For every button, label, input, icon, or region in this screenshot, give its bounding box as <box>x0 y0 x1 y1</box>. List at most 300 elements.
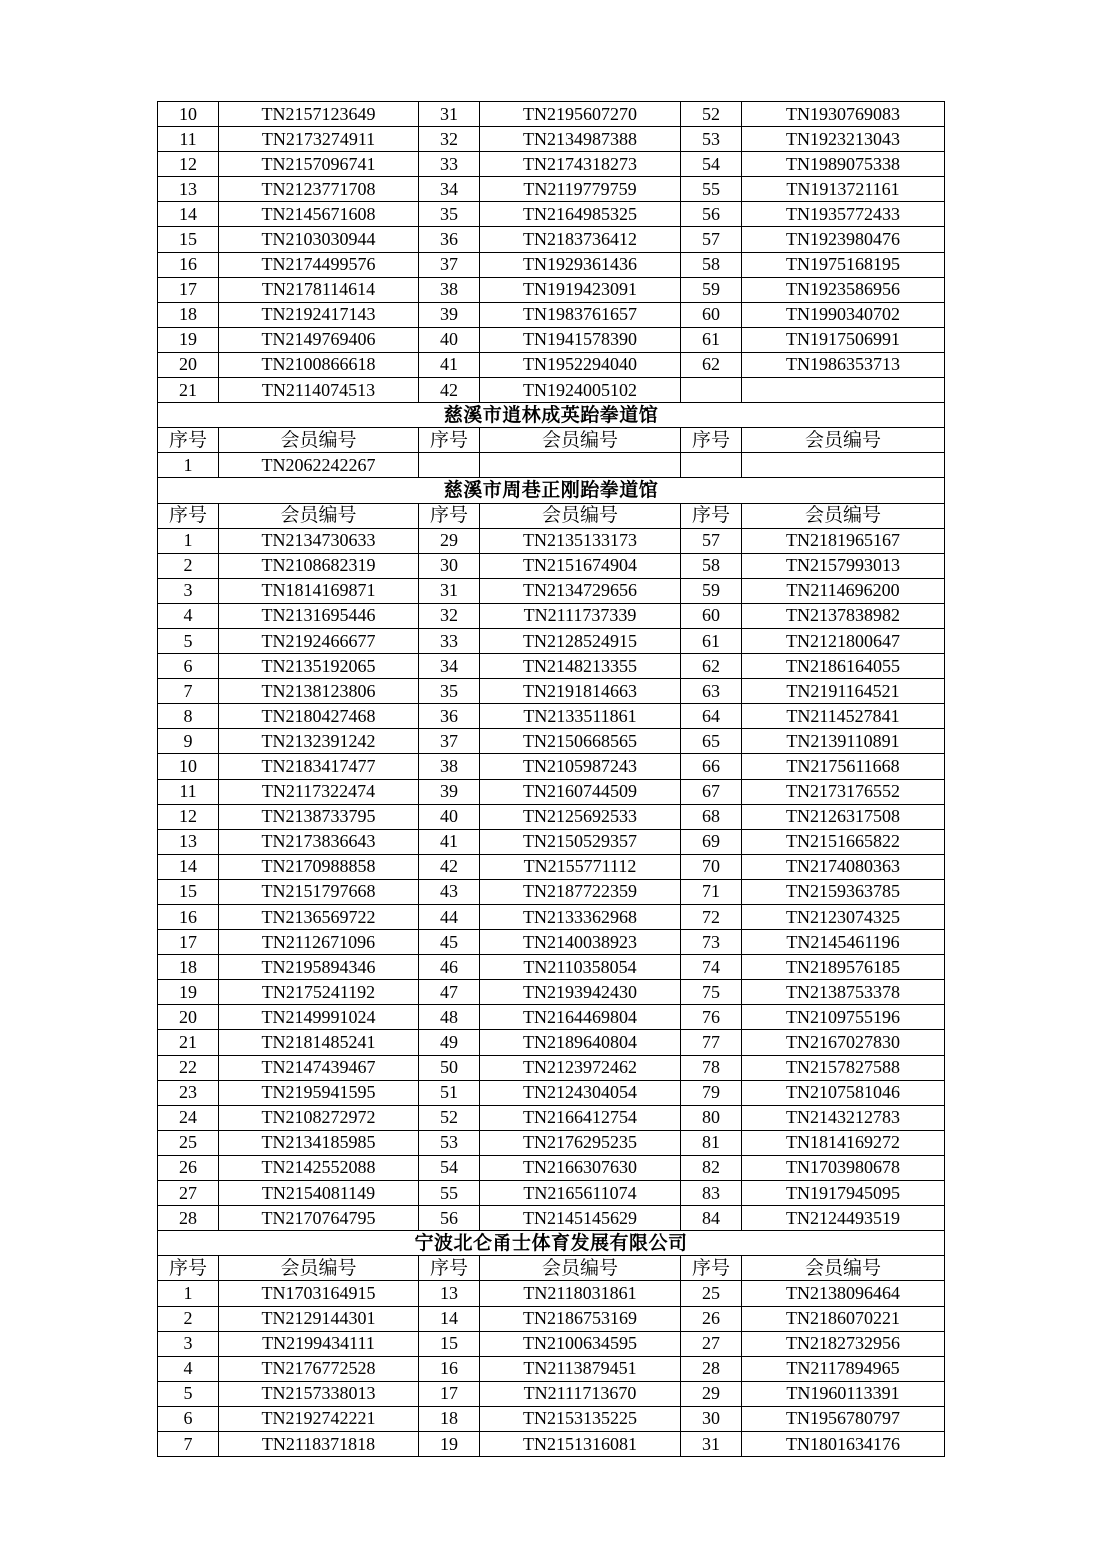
header-seq: 序号 <box>158 503 219 528</box>
table-row <box>158 628 945 653</box>
table-row <box>158 1055 945 1080</box>
member-id-cell: TN2131695446 <box>219 603 419 628</box>
member-id-cell: TN2145461196 <box>742 930 945 955</box>
member-id-cell: TN2134729656 <box>480 578 681 603</box>
seq-cell: 6 <box>158 1406 219 1431</box>
member-id-cell: TN1814169871 <box>219 578 419 603</box>
member-id-cell: TN2111713670 <box>480 1381 681 1406</box>
seq-cell: 4 <box>158 603 219 628</box>
seq-cell: 4 <box>158 1356 219 1381</box>
seq-cell: 46 <box>419 955 480 980</box>
column-header-row <box>158 428 945 453</box>
table-row <box>158 1206 945 1231</box>
table-row <box>158 252 945 277</box>
seq-cell: 71 <box>681 879 742 904</box>
seq-cell: 28 <box>158 1206 219 1231</box>
member-id-cell: TN2143212783 <box>742 1105 945 1130</box>
seq-cell: 40 <box>419 804 480 829</box>
member-id-cell: TN2126317508 <box>742 804 945 829</box>
seq-cell: 83 <box>681 1181 742 1206</box>
seq-cell: 61 <box>681 327 742 352</box>
seq-cell: 15 <box>158 879 219 904</box>
seq-cell: 11 <box>158 779 219 804</box>
member-id-cell: TN2135192065 <box>219 654 419 679</box>
table-row <box>158 1306 945 1331</box>
table-row <box>158 1105 945 1130</box>
seq-cell: 42 <box>419 378 480 403</box>
seq-cell: 6 <box>158 654 219 679</box>
table-row <box>158 679 945 704</box>
seq-cell: 12 <box>158 804 219 829</box>
member-id-cell: TN2123972462 <box>480 1055 681 1080</box>
seq-cell: 13 <box>419 1281 480 1306</box>
header-seq: 序号 <box>681 428 742 453</box>
member-id-cell: TN2114527841 <box>742 704 945 729</box>
seq-cell: 81 <box>681 1130 742 1155</box>
table-row <box>158 1005 945 1030</box>
seq-cell: 1 <box>158 1281 219 1306</box>
seq-cell: 63 <box>681 679 742 704</box>
seq-cell <box>681 453 742 478</box>
member-id-cell: TN2175241192 <box>219 980 419 1005</box>
seq-cell: 18 <box>419 1406 480 1431</box>
table-row <box>158 1030 945 1055</box>
seq-cell: 26 <box>158 1155 219 1180</box>
header-member-id: 会员编号 <box>480 428 681 453</box>
seq-cell: 34 <box>419 654 480 679</box>
seq-cell: 30 <box>419 553 480 578</box>
member-id-cell: TN2137838982 <box>742 603 945 628</box>
seq-cell: 35 <box>419 202 480 227</box>
seq-cell: 58 <box>681 553 742 578</box>
table-row <box>158 930 945 955</box>
member-id-cell: TN1952294040 <box>480 352 681 377</box>
table-row <box>158 905 945 930</box>
seq-cell: 50 <box>419 1055 480 1080</box>
table-row <box>158 553 945 578</box>
seq-cell: 21 <box>158 378 219 403</box>
member-id-cell: TN2186164055 <box>742 654 945 679</box>
member-id-cell: TN2170988858 <box>219 854 419 879</box>
member-id-cell: TN2062242267 <box>219 453 419 478</box>
seq-cell: 54 <box>681 152 742 177</box>
seq-cell: 62 <box>681 654 742 679</box>
member-id-cell: TN2173836643 <box>219 829 419 854</box>
member-id-cell: TN2117322474 <box>219 779 419 804</box>
column-header-row <box>158 1256 945 1281</box>
header-member-id: 会员编号 <box>480 1256 681 1281</box>
seq-cell: 84 <box>681 1206 742 1231</box>
header-member-id: 会员编号 <box>742 1256 945 1281</box>
member-id-cell: TN2151674904 <box>480 553 681 578</box>
table-row <box>158 202 945 227</box>
seq-cell: 32 <box>419 127 480 152</box>
member-id-cell: TN2183736412 <box>480 227 681 252</box>
seq-cell: 30 <box>681 1406 742 1431</box>
seq-cell <box>681 378 742 403</box>
header-seq: 序号 <box>681 503 742 528</box>
table-row <box>158 603 945 628</box>
seq-cell: 41 <box>419 352 480 377</box>
header-seq: 序号 <box>419 503 480 528</box>
member-id-cell: TN2164469804 <box>480 1005 681 1030</box>
seq-cell: 5 <box>158 628 219 653</box>
seq-cell: 55 <box>681 177 742 202</box>
seq-cell: 17 <box>158 930 219 955</box>
seq-cell: 23 <box>158 1080 219 1105</box>
member-id-cell: TN2148213355 <box>480 654 681 679</box>
seq-cell: 53 <box>419 1130 480 1155</box>
member-id-cell: TN2136569722 <box>219 905 419 930</box>
member-id-cell: TN2195941595 <box>219 1080 419 1105</box>
table-row <box>158 327 945 352</box>
member-id-cell: TN1989075338 <box>742 152 945 177</box>
seq-cell: 5 <box>158 1381 219 1406</box>
member-id-cell: TN2173176552 <box>742 779 945 804</box>
member-id-cell: TN2153135225 <box>480 1406 681 1431</box>
member-id-cell: TN1923980476 <box>742 227 945 252</box>
member-id-cell: TN2154081149 <box>219 1181 419 1206</box>
member-id-cell: TN2142552088 <box>219 1155 419 1180</box>
seq-cell: 37 <box>419 252 480 277</box>
seq-cell: 68 <box>681 804 742 829</box>
seq-cell: 22 <box>158 1055 219 1080</box>
seq-cell: 48 <box>419 1005 480 1030</box>
seq-cell: 27 <box>681 1331 742 1356</box>
seq-cell: 36 <box>419 704 480 729</box>
section-title: 慈溪市周巷正刚跆拳道馆 <box>158 478 945 503</box>
seq-cell: 19 <box>158 980 219 1005</box>
member-id-cell: TN2151797668 <box>219 879 419 904</box>
member-id-cell: TN2147439467 <box>219 1055 419 1080</box>
seq-cell: 37 <box>419 729 480 754</box>
table-row <box>158 1381 945 1406</box>
seq-cell: 56 <box>681 202 742 227</box>
member-id-cell: TN2145145629 <box>480 1206 681 1231</box>
member-id-cell: TN2100634595 <box>480 1331 681 1356</box>
member-id-cell: TN2173274911 <box>219 127 419 152</box>
member-id-cell: TN2193942430 <box>480 980 681 1005</box>
member-table-body <box>158 102 945 1457</box>
member-id-cell: TN2157123649 <box>219 102 419 127</box>
member-id-cell: TN2134185985 <box>219 1130 419 1155</box>
seq-cell: 1 <box>158 453 219 478</box>
seq-cell: 19 <box>158 327 219 352</box>
seq-cell: 13 <box>158 829 219 854</box>
section-title: 宁波北仑甬士体育发展有限公司 <box>158 1231 945 1256</box>
seq-cell: 78 <box>681 1055 742 1080</box>
member-id-cell: TN2128524915 <box>480 628 681 653</box>
table-row <box>158 453 945 478</box>
section-title-row <box>158 403 945 428</box>
seq-cell: 20 <box>158 352 219 377</box>
member-id-cell: TN2129144301 <box>219 1306 419 1331</box>
header-member-id: 会员编号 <box>219 1256 419 1281</box>
seq-cell: 16 <box>158 252 219 277</box>
member-id-cell: TN2134987388 <box>480 127 681 152</box>
member-id-cell: TN1917945095 <box>742 1181 945 1206</box>
member-id-cell: TN2157338013 <box>219 1381 419 1406</box>
table-row <box>158 1181 945 1206</box>
seq-cell: 3 <box>158 1331 219 1356</box>
member-id-cell: TN2134730633 <box>219 528 419 553</box>
seq-cell: 33 <box>419 628 480 653</box>
table-row <box>158 879 945 904</box>
member-id-cell: TN2125692533 <box>480 804 681 829</box>
seq-cell: 14 <box>158 854 219 879</box>
member-id-cell: TN2118031861 <box>480 1281 681 1306</box>
section-title: 慈溪市逍林成英跆拳道馆 <box>158 403 945 428</box>
seq-cell: 42 <box>419 854 480 879</box>
member-id-cell: TN1924005102 <box>480 378 681 403</box>
seq-cell: 20 <box>158 1005 219 1030</box>
seq-cell: 21 <box>158 1030 219 1055</box>
member-id-cell: TN2140038923 <box>480 930 681 955</box>
member-id-cell: TN1975168195 <box>742 252 945 277</box>
table-row <box>158 578 945 603</box>
seq-cell: 80 <box>681 1105 742 1130</box>
seq-cell: 55 <box>419 1181 480 1206</box>
member-id-cell: TN1960113391 <box>742 1381 945 1406</box>
member-id-cell: TN2178114614 <box>219 277 419 302</box>
seq-cell: 69 <box>681 829 742 854</box>
member-id-cell: TN1941578390 <box>480 327 681 352</box>
member-id-cell: TN2139110891 <box>742 729 945 754</box>
seq-cell: 18 <box>158 302 219 327</box>
header-member-id: 会员编号 <box>219 503 419 528</box>
member-id-cell: TN1986353713 <box>742 352 945 377</box>
header-seq: 序号 <box>158 1256 219 1281</box>
member-id-cell: TN1923586956 <box>742 277 945 302</box>
member-id-cell: TN1703164915 <box>219 1281 419 1306</box>
member-id-cell: TN2176295235 <box>480 1130 681 1155</box>
table-row <box>158 1431 945 1456</box>
seq-cell: 16 <box>419 1356 480 1381</box>
member-id-cell: TN1917506991 <box>742 327 945 352</box>
member-id-cell: TN2175611668 <box>742 754 945 779</box>
seq-cell: 82 <box>681 1155 742 1180</box>
seq-cell: 40 <box>419 327 480 352</box>
member-id-cell: TN2138753378 <box>742 980 945 1005</box>
seq-cell: 56 <box>419 1206 480 1231</box>
table-row <box>158 754 945 779</box>
member-id-cell: TN2191164521 <box>742 679 945 704</box>
member-id-cell: TN2108272972 <box>219 1105 419 1130</box>
seq-cell: 60 <box>681 603 742 628</box>
table-row <box>158 227 945 252</box>
member-id-cell: TN1913721161 <box>742 177 945 202</box>
member-id-cell: TN2186070221 <box>742 1306 945 1331</box>
seq-cell: 7 <box>158 1431 219 1456</box>
member-id-cell: TN2176772528 <box>219 1356 419 1381</box>
seq-cell: 59 <box>681 277 742 302</box>
table-row <box>158 1080 945 1105</box>
table-row <box>158 277 945 302</box>
member-id-cell: TN1990340702 <box>742 302 945 327</box>
member-id-cell: TN2165611074 <box>480 1181 681 1206</box>
table-row <box>158 1281 945 1306</box>
table-row <box>158 854 945 879</box>
seq-cell: 36 <box>419 227 480 252</box>
table-row <box>158 1155 945 1180</box>
seq-cell: 14 <box>158 202 219 227</box>
table-row <box>158 1406 945 1431</box>
member-id-cell: TN2133362968 <box>480 905 681 930</box>
table-row <box>158 804 945 829</box>
member-table <box>157 101 945 1457</box>
member-id-cell: TN2105987243 <box>480 754 681 779</box>
table-row <box>158 829 945 854</box>
header-member-id: 会员编号 <box>742 428 945 453</box>
table-row <box>158 102 945 127</box>
seq-cell: 10 <box>158 754 219 779</box>
member-id-cell <box>742 453 945 478</box>
seq-cell: 52 <box>419 1105 480 1130</box>
member-id-cell: TN2109755196 <box>742 1005 945 1030</box>
seq-cell: 75 <box>681 980 742 1005</box>
member-id-cell: TN2151665822 <box>742 829 945 854</box>
table-row <box>158 1331 945 1356</box>
section-title-row <box>158 1231 945 1256</box>
member-id-cell: TN2192742221 <box>219 1406 419 1431</box>
seq-cell: 17 <box>419 1381 480 1406</box>
member-id-cell: TN1956780797 <box>742 1406 945 1431</box>
member-id-cell: TN1930769083 <box>742 102 945 127</box>
member-id-cell: TN2199434111 <box>219 1331 419 1356</box>
seq-cell: 25 <box>681 1281 742 1306</box>
seq-cell: 57 <box>681 528 742 553</box>
table-row <box>158 378 945 403</box>
seq-cell: 33 <box>419 152 480 177</box>
table-row <box>158 955 945 980</box>
member-id-cell: TN2124304054 <box>480 1080 681 1105</box>
seq-cell: 26 <box>681 1306 742 1331</box>
member-id-cell: TN1923213043 <box>742 127 945 152</box>
header-seq: 序号 <box>419 1256 480 1281</box>
table-row <box>158 302 945 327</box>
member-id-cell: TN2110358054 <box>480 955 681 980</box>
member-id-cell: TN2150529357 <box>480 829 681 854</box>
member-id-cell: TN2167027830 <box>742 1030 945 1055</box>
seq-cell: 66 <box>681 754 742 779</box>
table-row <box>158 1356 945 1381</box>
header-seq: 序号 <box>681 1256 742 1281</box>
section-title-row <box>158 478 945 503</box>
table-row <box>158 729 945 754</box>
seq-cell: 70 <box>681 854 742 879</box>
table-row <box>158 779 945 804</box>
seq-cell: 64 <box>681 704 742 729</box>
seq-cell: 8 <box>158 704 219 729</box>
member-id-cell: TN2159363785 <box>742 879 945 904</box>
table-row <box>158 152 945 177</box>
member-id-cell: TN2111737339 <box>480 603 681 628</box>
seq-cell: 15 <box>158 227 219 252</box>
member-id-cell: TN2160744509 <box>480 779 681 804</box>
member-id-cell: TN2174318273 <box>480 152 681 177</box>
header-member-id: 会员编号 <box>219 428 419 453</box>
seq-cell: 49 <box>419 1030 480 1055</box>
member-id-cell: TN2118371818 <box>219 1431 419 1456</box>
seq-cell: 77 <box>681 1030 742 1055</box>
table-row <box>158 1130 945 1155</box>
seq-cell: 15 <box>419 1331 480 1356</box>
member-id-cell: TN2112671096 <box>219 930 419 955</box>
member-id-cell: TN2132391242 <box>219 729 419 754</box>
member-id-cell: TN1919423091 <box>480 277 681 302</box>
seq-cell: 9 <box>158 729 219 754</box>
seq-cell: 27 <box>158 1181 219 1206</box>
member-id-cell: TN2180427468 <box>219 704 419 729</box>
seq-cell: 79 <box>681 1080 742 1105</box>
member-id-cell: TN1801634176 <box>742 1431 945 1456</box>
member-id-cell: TN2181485241 <box>219 1030 419 1055</box>
member-id-cell: TN2174499576 <box>219 252 419 277</box>
member-id-cell: TN2181965167 <box>742 528 945 553</box>
member-id-cell <box>742 378 945 403</box>
member-id-cell: TN2151316081 <box>480 1431 681 1456</box>
seq-cell: 76 <box>681 1005 742 1030</box>
seq-cell: 28 <box>681 1356 742 1381</box>
member-id-cell: TN2114696200 <box>742 578 945 603</box>
seq-cell: 24 <box>158 1105 219 1130</box>
member-id-cell: TN2157993013 <box>742 553 945 578</box>
member-id-cell: TN2100866618 <box>219 352 419 377</box>
member-id-cell: TN2166412754 <box>480 1105 681 1130</box>
seq-cell: 39 <box>419 779 480 804</box>
member-id-cell: TN2187722359 <box>480 879 681 904</box>
table-row <box>158 980 945 1005</box>
member-id-cell: TN2182732956 <box>742 1331 945 1356</box>
seq-cell: 7 <box>158 679 219 704</box>
member-id-cell: TN1935772433 <box>742 202 945 227</box>
member-id-cell: TN2119779759 <box>480 177 681 202</box>
member-id-cell: TN2124493519 <box>742 1206 945 1231</box>
seq-cell: 34 <box>419 177 480 202</box>
seq-cell: 19 <box>419 1431 480 1456</box>
seq-cell: 38 <box>419 277 480 302</box>
member-id-cell: TN2138096464 <box>742 1281 945 1306</box>
seq-cell: 52 <box>681 102 742 127</box>
member-id-cell: TN2108682319 <box>219 553 419 578</box>
seq-cell: 25 <box>158 1130 219 1155</box>
member-id-cell: TN2166307630 <box>480 1155 681 1180</box>
table-row <box>158 528 945 553</box>
seq-cell: 72 <box>681 905 742 930</box>
member-id-cell: TN2103030944 <box>219 227 419 252</box>
seq-cell: 2 <box>158 553 219 578</box>
member-id-cell: TN2195894346 <box>219 955 419 980</box>
member-id-cell: TN1983761657 <box>480 302 681 327</box>
header-member-id: 会员编号 <box>480 503 681 528</box>
member-id-cell: TN2121800647 <box>742 628 945 653</box>
member-id-cell: TN1929361436 <box>480 252 681 277</box>
member-id-cell: TN2174080363 <box>742 854 945 879</box>
seq-cell: 14 <box>419 1306 480 1331</box>
seq-cell: 65 <box>681 729 742 754</box>
seq-cell: 60 <box>681 302 742 327</box>
seq-cell: 16 <box>158 905 219 930</box>
member-id-cell: TN2183417477 <box>219 754 419 779</box>
member-id-cell: TN2135133173 <box>480 528 681 553</box>
member-id-cell: TN2113879451 <box>480 1356 681 1381</box>
seq-cell: 31 <box>419 102 480 127</box>
seq-cell: 11 <box>158 127 219 152</box>
seq-cell: 73 <box>681 930 742 955</box>
member-id-cell: TN2170764795 <box>219 1206 419 1231</box>
member-id-cell: TN2117894965 <box>742 1356 945 1381</box>
member-id-cell: TN2189640804 <box>480 1030 681 1055</box>
